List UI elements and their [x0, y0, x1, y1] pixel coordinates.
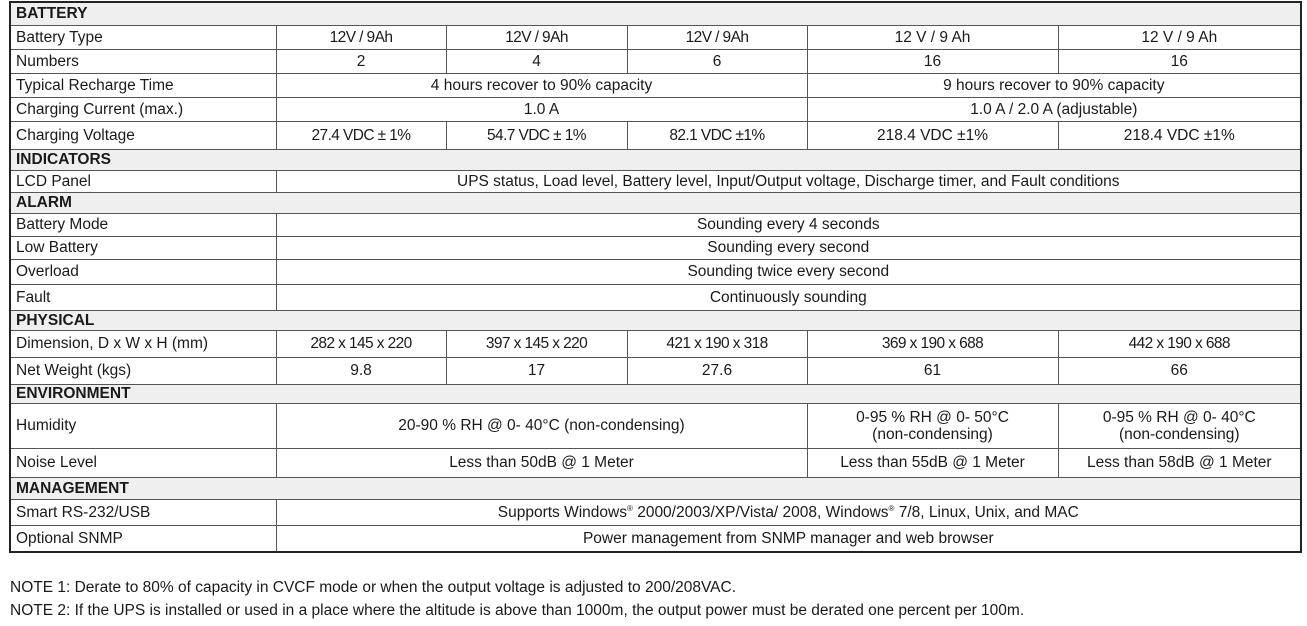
table-cell: 1.0 A / 2.0 A (adjustable) — [807, 97, 1301, 121]
table-row — [10, 525, 1301, 552]
section-title: ALARM — [10, 192, 1301, 213]
table-cell — [276, 499, 1301, 525]
row-label: Charging Current (max.) — [10, 97, 276, 121]
section-title: BATTERY — [10, 2, 1301, 25]
registered-mark: ® — [888, 503, 895, 513]
section-title: PHYSICAL — [10, 310, 1301, 330]
table-row — [10, 330, 1301, 357]
table-cell: 218.4 VDC ±1% — [807, 121, 1058, 149]
specifications-table — [9, 1, 1302, 553]
table-cell: 4 — [446, 49, 627, 73]
section-header-physical — [10, 310, 1301, 330]
table-cell: Continuously sounding — [276, 284, 1301, 310]
cell-text: 2000/2003/XP/Vista/ 2008, Windows — [632, 503, 889, 521]
note-1: NOTE 1: Derate to 80% of capacity in CVCF mode or when the output voltage is adjusted to 200/208VAC. — [10, 579, 737, 596]
row-label: Noise Level — [10, 448, 276, 477]
cell-line: 0-95 % RH @ 0- 40°C — [1102, 408, 1256, 426]
table-cell: Sounding twice every second — [276, 259, 1301, 284]
section-header-management — [10, 477, 1301, 499]
table-row — [10, 357, 1301, 384]
table-cell: Sounding every second — [276, 236, 1301, 259]
table-cell: Less than 50dB @ 1 Meter — [276, 448, 807, 477]
table-cell: 16 — [1058, 49, 1301, 73]
table-cell: 17 — [446, 357, 627, 384]
table-cell: 27.4 VDC ± 1% — [276, 121, 446, 149]
registered-mark: ® — [626, 503, 633, 513]
table-cell: 442 x 190 x 688 — [1058, 330, 1301, 357]
table-cell: Sounding every 4 seconds — [276, 213, 1301, 236]
table-cell: UPS status, Load level, Battery level, Input/Output voltage, Discharge timer, and Fault conditions — [276, 170, 1301, 192]
section-title: INDICATORS — [10, 149, 1301, 170]
row-label: Battery Type — [10, 25, 276, 49]
row-label: Overload — [10, 259, 276, 284]
table-cell: 54.7 VDC ± 1% — [446, 121, 627, 149]
table-row — [10, 236, 1301, 259]
table-cell: 12V / 9Ah — [627, 25, 807, 49]
table-row — [10, 49, 1301, 73]
table-row — [10, 97, 1301, 121]
table-row — [10, 25, 1301, 49]
table-cell: 12 V / 9 Ah — [807, 25, 1058, 49]
table-cell: Power management from SNMP manager and web browser — [276, 525, 1301, 552]
table-cell — [1058, 403, 1301, 448]
row-label: Smart RS-232/USB — [10, 499, 276, 525]
table-row — [10, 403, 1301, 448]
table-cell: 12V / 9Ah — [446, 25, 627, 49]
row-label: Fault — [10, 284, 276, 310]
row-label: Humidity — [10, 403, 276, 448]
section-title: MANAGEMENT — [10, 477, 1301, 499]
table-cell: 1.0 A — [276, 97, 807, 121]
table-cell: 6 — [627, 49, 807, 73]
row-label: Charging Voltage — [10, 121, 276, 149]
table-cell: 282 x 145 x 220 — [276, 330, 446, 357]
table-cell: 82.1 VDC ±1% — [627, 121, 807, 149]
table-cell: 27.6 — [627, 357, 807, 384]
section-header-indicators — [10, 149, 1301, 170]
notes — [10, 576, 1024, 622]
section-title: ENVIRONMENT — [10, 384, 1301, 403]
table-cell: 369 x 190 x 688 — [807, 330, 1058, 357]
cell-text: Supports Windows — [497, 503, 627, 521]
row-label: Dimension, D x W x H (mm) — [10, 330, 276, 357]
table-cell: Less than 55dB @ 1 Meter — [807, 448, 1058, 477]
table-cell: 9 hours recover to 90% capacity — [807, 73, 1301, 97]
section-header-environment — [10, 384, 1301, 403]
table-row — [10, 213, 1301, 236]
table-cell: 421 x 190 x 318 — [627, 330, 807, 357]
table-cell: Less than 58dB @ 1 Meter — [1058, 448, 1301, 477]
section-header-alarm — [10, 192, 1301, 213]
table-row — [10, 73, 1301, 97]
row-label: LCD Panel — [10, 170, 276, 192]
row-label: Typical Recharge Time — [10, 73, 276, 97]
table-cell — [807, 403, 1058, 448]
table-cell: 20-90 % RH @ 0- 40°C (non-condensing) — [276, 403, 807, 448]
row-label: Optional SNMP — [10, 525, 276, 552]
table-cell: 66 — [1058, 357, 1301, 384]
table-row — [10, 448, 1301, 477]
table-row — [10, 499, 1301, 525]
table-row — [10, 284, 1301, 310]
row-label: Net Weight (kgs) — [10, 357, 276, 384]
row-label: Low Battery — [10, 236, 276, 259]
table-cell: 61 — [807, 357, 1058, 384]
row-label: Battery Mode — [10, 213, 276, 236]
cell-line: (non-condensing) — [1118, 425, 1240, 443]
table-cell: 12 V / 9 Ah — [1058, 25, 1301, 49]
section-header-battery — [10, 2, 1301, 25]
cell-line: (non-condensing) — [872, 425, 993, 443]
table-cell: 397 x 145 x 220 — [446, 330, 627, 357]
table-cell: 9.8 — [276, 357, 446, 384]
table-cell: 4 hours recover to 90% capacity — [276, 73, 807, 97]
cell-line: 0-95 % RH @ 0- 50°C — [856, 408, 1009, 426]
note-2: NOTE 2: If the UPS is installed or used in a place where the altitude is above than 1000m, the output power must be derated one percent per 100m. — [10, 602, 1025, 619]
cell-text: 7/8, Linux, Unix, and MAC — [894, 503, 1079, 521]
table-cell: 218.4 VDC ±1% — [1058, 121, 1301, 149]
table-row — [10, 259, 1301, 284]
table-cell: 12V / 9Ah — [276, 25, 446, 49]
row-label: Numbers — [10, 49, 276, 73]
table-cell: 16 — [807, 49, 1058, 73]
table-row — [10, 170, 1301, 192]
table-cell: 2 — [276, 49, 446, 73]
table-row — [10, 121, 1301, 149]
